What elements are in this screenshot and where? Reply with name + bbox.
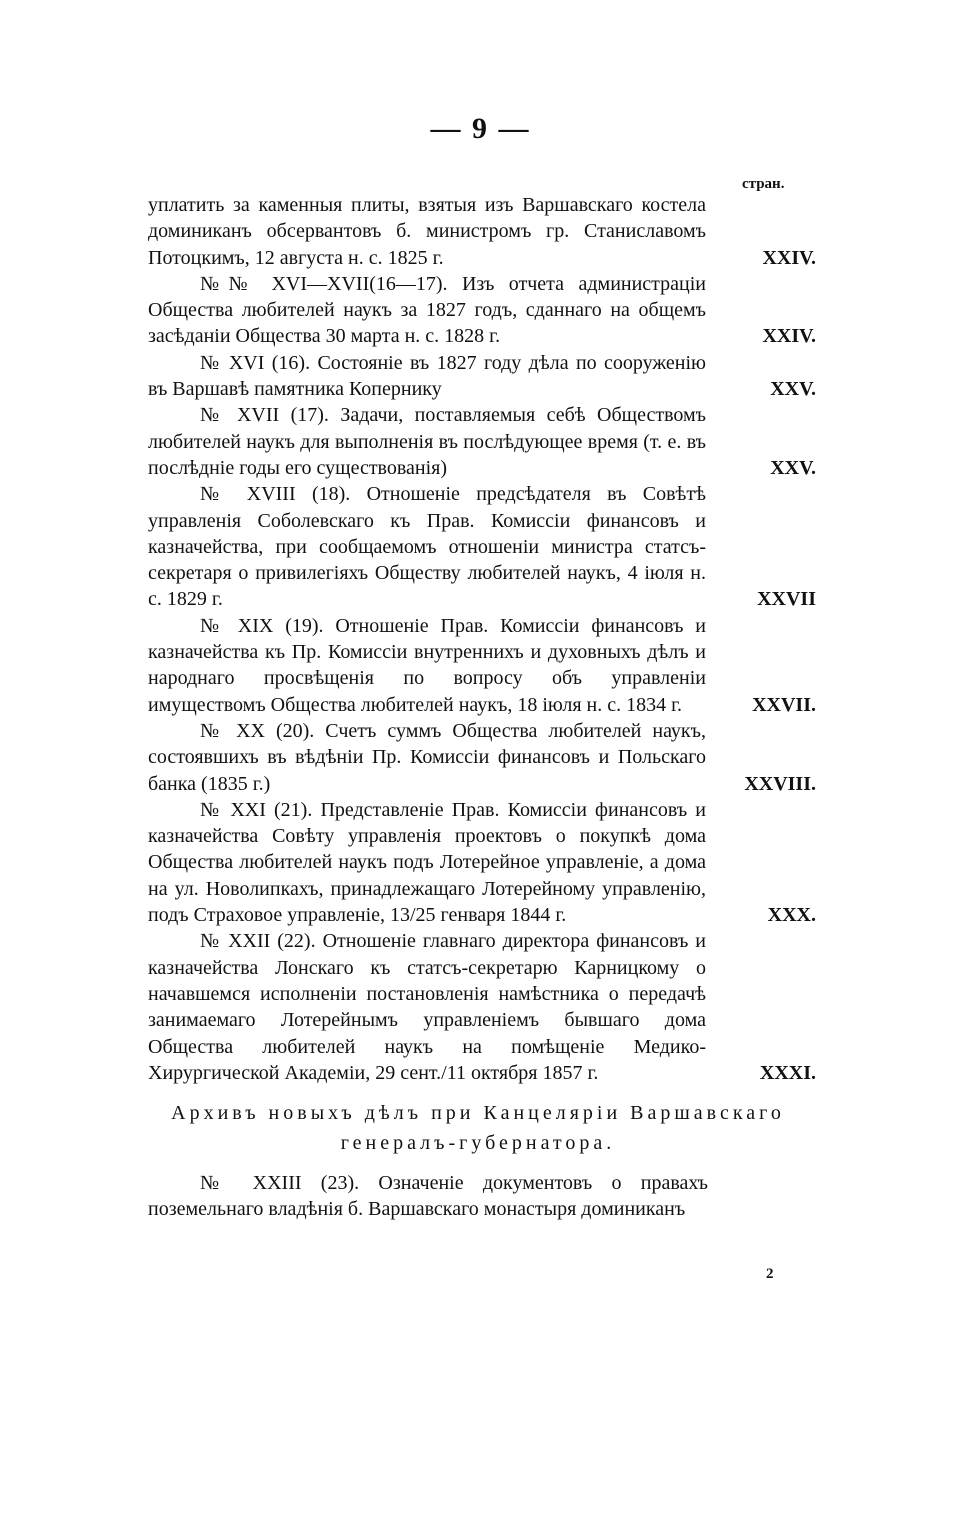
entry-page-ref: XXIV. — [762, 246, 816, 269]
toc-entry — [148, 797, 816, 928]
entry-text: № XXI (21). Представленіе Прав. Комиссіи финансовъ и казначейства Совѣту управленія проектовъ о покупкѣ дома Общества любителей наукъ подъ Лотерейное управленіе, а дома на ул. Новолипкахъ, принадлежащаго Лотерейному управленію, подъ Страховое управленіе, 13/25 генваря 1844 г. — [148, 798, 706, 927]
entry-page-ref: XXVII. — [752, 693, 816, 716]
entry-text: № XVI (16). Состояніе въ 1827 году дѣла по сооруженію въ Варшавѣ памятника Копернику — [148, 351, 706, 401]
toc-entry — [148, 481, 816, 612]
entry-text: № XIX (19). Отношеніе Прав. Комиссіи финансовъ и казначейства къ Пр. Комиссіи внутреннихъ и духовныхъ дѣлъ и народнаго просвѣщенія по вопросу объ управленіи имуществомъ Общества любителей наукъ, 18 іюля н. с. 1834 г. — [148, 614, 706, 716]
toc-entry — [148, 350, 816, 403]
entry-page-ref: XXVIII. — [744, 772, 816, 795]
toc-entry — [148, 718, 816, 797]
page-number: — 9 — — [430, 112, 531, 145]
entry-text: уплатить за каменныя плиты, взятыя изъ Варшавскаго костела доминиканъ обсервантовъ б. министромъ гр. Станиславомъ Потоцкимъ, 12 августа н. с. 1825 г. — [148, 194, 706, 269]
toc-entry — [148, 271, 816, 350]
entry-text: № XVII (17). Задачи, поставляемыя себѣ Обществомъ любителей наукъ для выполненія въ послѣдующее время (т. е. въ послѣдніе годы его существованія) — [148, 404, 706, 479]
entry-page-ref: XXV. — [770, 378, 816, 401]
toc-entry — [148, 192, 816, 271]
section-heading: Архивъ новыхъ дѣлъ при Канцеляріи Варшавскаго генералъ-губернатора. — [171, 1102, 785, 1155]
toc-entry-continued: № XXIII (23). Означеніе документовъ о правахъ поземельнаго владѣнія б. Варшавскаго монастыря доминиканъ — [148, 1172, 708, 1221]
entry-text: № XVIII (18). Отношеніе предсѣдателя въ Совѣтѣ управленія Соболевскаго къ Прав. Комиссіи финансовъ и казначейства, при сообщаемомъ отношеніи министра статсъ-секретаря о привилегіяхъ Обществу любителей наукъ, 4 іюля н. с. 1829 г. — [148, 483, 706, 611]
entry-text: № XXII (22). Отношеніе главнаго директора финансовъ и казначейства Лонскаго къ статсъ-секретарю Карницкому о начавшемся исполненіи постановленія намѣстника о передачѣ занимаемаго Лотерейнымъ управленіемъ бывшаго дома Общества любителей наукъ на помѣщеніе Медико-Хирургической Академіи, 29 сент./11 октября 1857 г. — [148, 930, 706, 1084]
table-of-contents — [148, 192, 816, 1223]
sheet-signature: 2 — [766, 1266, 774, 1282]
page-column-label: стран. — [742, 176, 785, 192]
entry-page-ref: XXX. — [767, 904, 816, 927]
entry-page-ref: XXVII — [757, 588, 816, 611]
entry-page-ref: XXXI. — [759, 1061, 816, 1084]
entry-page-ref: XXIV. — [762, 325, 816, 348]
entry-page-ref: XXV. — [770, 456, 816, 479]
toc-entry — [148, 928, 816, 1086]
toc-entry — [148, 402, 816, 481]
entry-text: № XX (20). Счетъ суммъ Общества любителей наукъ, состоявшихъ въ вѣдѣніи Пр. Комиссіи финансовъ и Польскаго банка (1835 г.) — [148, 719, 706, 795]
toc-entry — [148, 613, 816, 718]
entry-text: №№ XVI—XVII(16—17). Изъ отчета администраціи Общества любителей наукъ за 1827 годъ, сданнаго на общемъ засѣданіи Общества 30 марта н. с. 1828 г. — [148, 272, 706, 348]
